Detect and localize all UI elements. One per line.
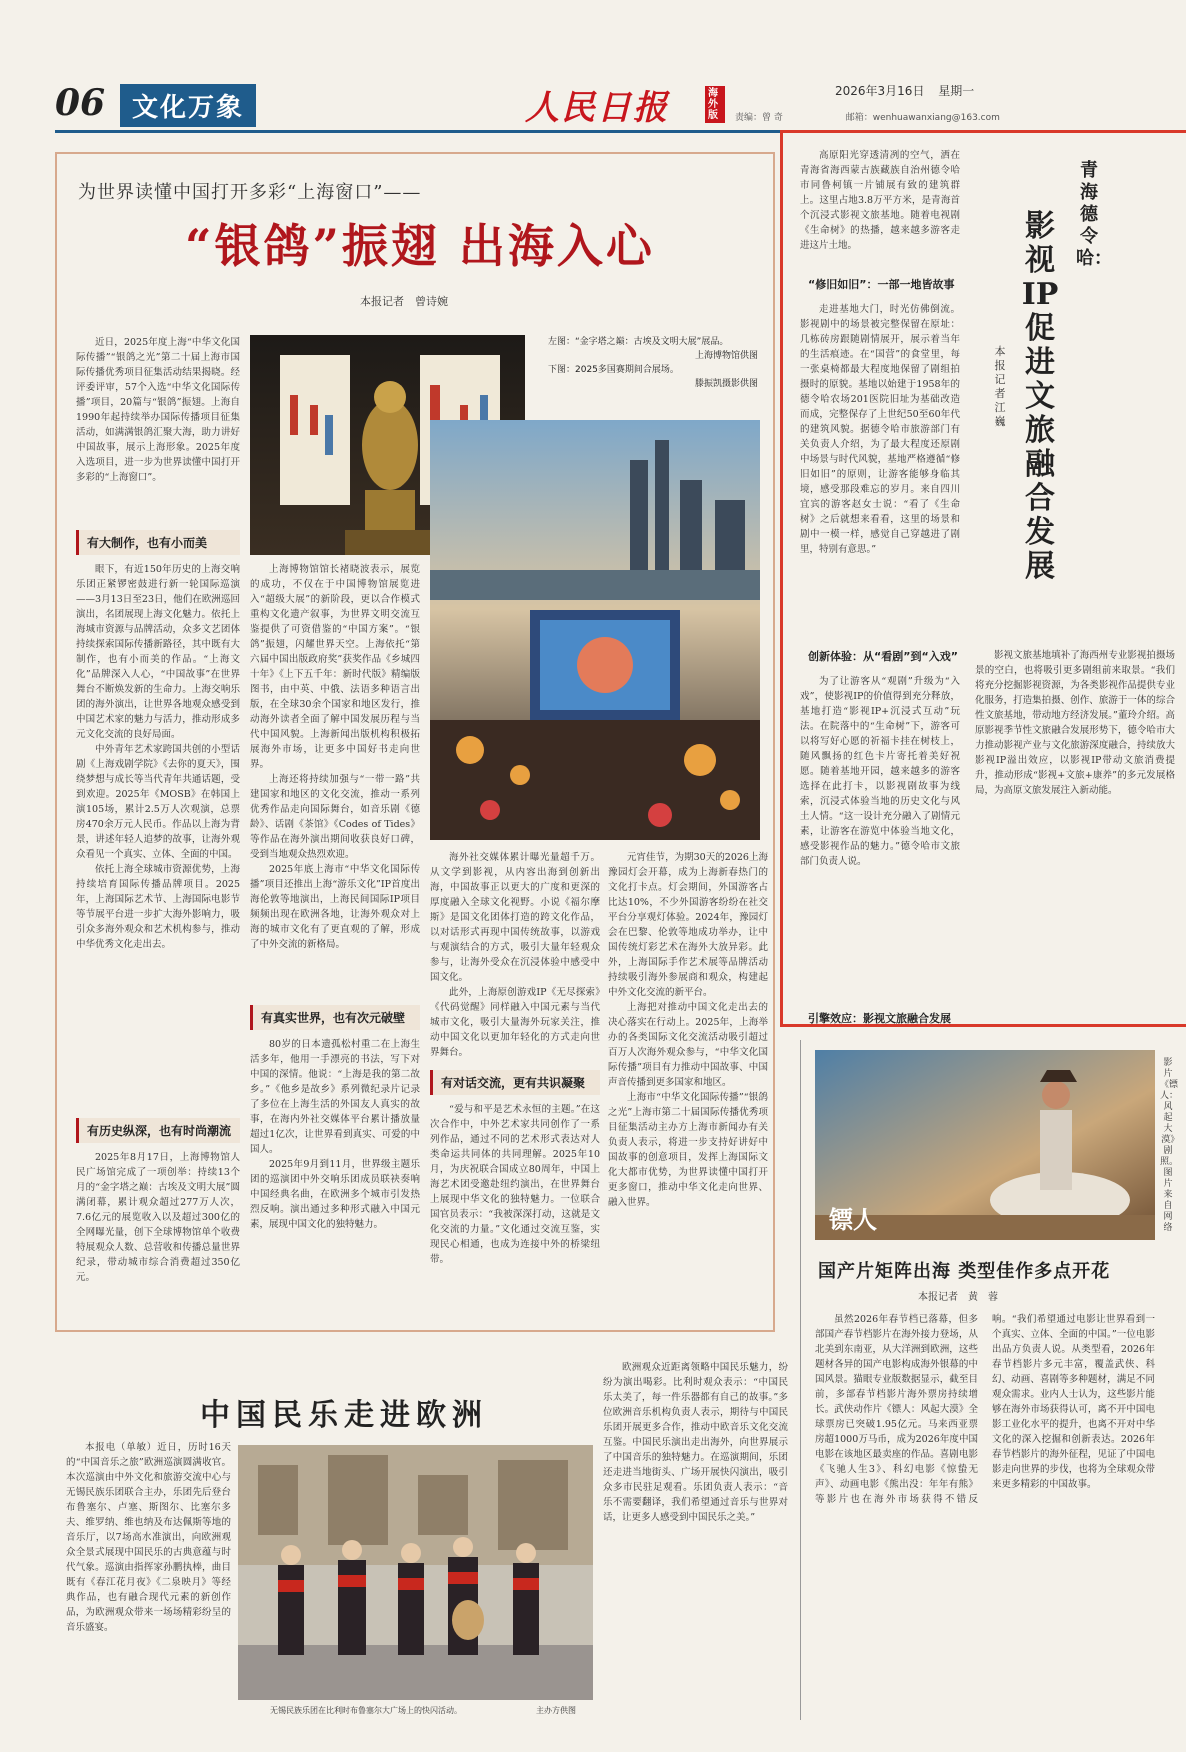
paragraph: 80岁的日本遗孤松村重二在上海生活多年，他用一手漂亮的书法，写下对中国的深情。他说：“上海是我的第二故乡。”《他乡是故乡》系列微纪录片记录了多位在上海生活的外国友人真实的故事，在海内外社交媒体平台累计播放量超过1亿次，让世界看到真实、可爱的中国人。 [250,1039,420,1155]
main-subhead-2: 有历史纵深，也有时尚潮流 [76,1118,240,1143]
main-kicker: 为世界读懂中国打开多彩“上海窗口”—— [78,182,422,203]
editor: 责编：曾 奇 [735,113,783,123]
qinghai-intro [800,148,960,268]
qinghai-byline: 本报记者 江 巍 [994,345,1017,428]
main-byline: 本报记者 曾诗婉 [360,295,448,308]
photo-caption [548,335,758,391]
qinghai-subhead-3: 引擎效应：影视文旅融合发展 [808,1012,951,1025]
page-number: 06 [55,82,106,124]
folk-body-2 [603,1360,788,1710]
date: 2026年3月16日 [835,84,925,98]
qinghai-title-big: 影视IP促进文旅融合发展 [1021,209,1059,584]
folk-photo-caption: 无锡民族乐团在比利时布鲁塞尔大广场上的快闪活动。 [270,1706,462,1715]
paragraph: 影视文旅基地填补了海西州专业影视拍摄场景的空白，也将吸引更多剧组前来取景。“我们将充分挖掘影视资源，为各类影视作品提供专业化服务，打造集拍摄、创作、旅游于一体的综合性文旅基地，带动地方经济发展。”董玲介绍。高原影视季节性文旅融合发展形势下，德令哈市大力推动影视产业与文化旅游深度融合，持续放大影视IP溢出效应，以影视IP带动文旅消费提升，推动形成“影视+文旅+康养”的多元发展格局，为高原文旅发展注入新动能。 [975,650,1175,796]
main-subhead-3: 有真实世界，也有次元破壁 [250,1005,420,1030]
paragraph: “爱与和平是艺术永恒的主题。”在这次合作中，中外艺术家共同创作了一系列作品，通过不同的艺术形式表达对人类命运共同体的共同理解。2025年10月，为庆祝联合国成立80周年，中国上海艺术团受邀赴纽约演出，在世界舞台上展现中华文化的独特魅力。一位联合国官员表示：“我被深深打动，这就是文化交流的力量。”文化通过交流互鉴，实现民心相通，也成为连接中外的桥梁纽带。 [430,1104,600,1265]
photo-expo-night [430,420,760,840]
paragraph: 海外社交媒体累计曝光量超千万。从文学到影视，从内容出海到创新出海，中国故事正以更大的广度和更深的厚度融入全球文化视野。小说《福尔摩斯》是国文化团体打造的跨文化作品，以对话形式再现中国传统故事，以游戏与观演结合的方式，吸引大量年轻观众参与，让海外受众在沉浸体验中感受中国文化。 [430,852,600,983]
main-col1-intro [76,335,240,525]
paragraph: 欧洲观众近距离领略中国民乐魅力，纷纷为演出喝彩。比利时观众表示：“中国民乐太美了，每一件乐器都有自己的故事。”多位欧洲音乐机构负责人表示，期待与中国民乐团开展更多合作，推动中欧音乐文化交流互鉴。中国民乐演出走出海外，向世界展示了中国音乐的独特魅力。在巡演期间，乐团还走进当地街头、广场开展快闪演出，吸引众多市民驻足观看。乐团负责人表示：“音乐不需要翻译，我们希望通过音乐与世界对话，让更多人感受到中国民乐之美。” [603,1362,788,1523]
paragraph: 中外青年艺术家跨国共创的小型话剧《上海戏剧学院》《去你的夏天》，围绕梦想与成长等当代青年共通话题，受到欢迎。2025年《MOSB》在韩国上演105场，累计2.5万人次观演，总票房470余万元人民币。作品以上海为背景，讲述年轻人追梦的故事，让海外观众看见一个真实、立体、全面的中国。 [76,744,240,860]
paragraph: 本报电（单敏）近日，历时16天的“中国音乐之旅”欧洲巡演圆满收官。本次巡演由中外文化和旅游交流中心与无锡民族乐团联合主办，乐团先后登台布鲁塞尔、卢塞、斯图尔、比塞尔多夫、维罗纳、维也纳及布达佩斯等地的音乐厅，以7场高水准演出，向欧洲观众全景式展现中国民乐的古典意蕴与时代气象。巡演由指挥家孙鹏执棒，曲目既有《春江花月夜》《二泉映月》等经典作品，也有融合现代元素的新创作品，为欧洲观众带来一场场精彩纷呈的音乐盛宴。 [66,1442,231,1633]
weekday: 星期一 [938,84,975,98]
paragraph: 2025年8月17日，上海博物馆人民广场馆完成了一项创举：持续13个月的“金字塔之巅：古埃及文明大展”圆满闭幕，累计观众超过277万人次，7.6亿元的展览收入以及超过300亿的全网曝光量，创下全球博物馆单个收费特展观众人数、总营收和传播总量世界纪录，带动城市综合消费超过350亿元。 [76,1152,240,1283]
date-line [835,82,974,99]
paragraph: 上海还将持续加强与“一带一路”共建国家和地区的文化交流，推动一系列优秀作品走向国际舞台，如音乐剧《德龄》、话剧《茶馆》《Codes of Tides》等作品在海外演出期间收获良好口碑，受到当地观众热烈欢迎。 [250,774,420,860]
qinghai-title-small: 青海德令哈： [1076,160,1112,269]
paragraph: 元宵佳节，为期30天的2026上海豫园灯会开幕，成为上海新春热门的文化打卡点。灯会期间，外国游客占比达10%，不少外国游客纷纷在社交平台分享观灯体验。2024年，豫园灯会在巴黎、伦敦等地成功举办，让中国传统灯彩艺术在海外大放异彩。此外，上海国际手作艺术展等品牌活动持续吸引海外参展商和观众，构建起中外文化交流的新平台。 [608,852,768,998]
paragraph: 此外，上海原创游戏IP《无尽探索》《代码觉醒》同样融入中国元素与当代城市文化，吸引大量海外玩家关注，推动中国文化以更加年轻化的方式走向世界舞台。 [430,987,600,1058]
qinghai-body-1 [800,302,960,632]
main-col2-body-b [250,1037,420,1315]
paragraph: 2025年底上海市“中华文化国际传播”项目还推出上海“游乐文化”IP首度出海伦敦等地演出，上海民间国际IP项目频频出现在欧洲各地，让海外观众对上海的城市文化有了更直观的了解，形成了中外交流的新格局。 [250,864,420,950]
caption-line: 上海博物馆供图 [694,351,758,361]
paragraph: 近日，2025年度上海“中华文化国际传播”“银鸽之光”第二十届上海市国际传播优秀项目征集活动结果揭晓。经评委评审，57个入选“中华文化国际传播”项目，20篇与“银鸽”振翅。上海自1990年起持续举办国际传播项目征集活动，如满满银鸽汇聚大海，助力讲好中国故事，展示上海形象。2025年度入选项目，进一步为世界读懂中国打开多彩的“上海窗口”。 [76,337,240,483]
section-name: 文化万象 [120,84,256,127]
paragraph: 走进基地大门，时光仿佛倒流。影视剧中的场景被完整保留在原址：几栋砖房跟随剧情展开，展示着当年的生活痕迹。在“国营”的食堂里，每一张桌椅都最大程度地保留了剧组拍摄时的原貌。基地以始建于1958年的德令哈农场201医院旧址为基础改造而成，完整保存了上世纪50至60年代的建筑风貌。据德令哈市旅游部门有关负责人介绍，为了最大程度还原剧中场景与时代风貌，基地严格遵循“修旧如旧”的原则，让游客能够身临其境，感受那段难忘的岁月。来自四川宜宾的游客赵女士说：“看了《生命树》之后就想来看看，这里的场景和剧中一模一样，感觉自己穿越进了剧里，特别有意思。” [800,304,960,555]
film-photo-title: 镖人 [829,1205,877,1234]
editor-line [735,110,1000,123]
caption-line: 滕振凯摄影供图 [694,379,758,389]
main-col3-body [430,850,600,1065]
film-photo-caption: 影片《镖人：风起大漠》剧照。图片来自网络 [1160,1058,1179,1233]
qinghai-subhead-1: “修旧如旧”：一部一地皆故事 [808,278,955,291]
main-col1-body-b [76,1150,240,1315]
main-headline: “银鸽”振翅 出海入心 [185,219,655,273]
caption-line: 下图：2025多国赛期间合展场。 [548,365,679,375]
paragraph: 虽然2026年春节档已落幕，但多部国产春节档影片在海外接力登场，从北美到东南亚，从大洋洲到欧洲，这些题材各异的国产电影构成海外银幕的中国风景。猫眼专业版数据显示，截至目前，多部春节档影片海外票房持续增长。武侠动作片《镖人：风起大漠》全球票房已突破1.95亿元。马来西亚票房超1000万马币，成为2026年度中国电影在该地区最卖座的作品。喜剧电影《飞驰人生3》、科幻电影《惊蛰无声》、动画电影《熊出没：年年有熊》等影片也在海外市场获得不错反响。“我们希望通过电影让世界看到一个真实、立体、全面的中国。”一位电影出品方负责人说。从类型看，2026年春节档影片多元丰富，覆盖武侠、科幻、动画、喜剧等多种题材，满足不同观众需求。业内人士认为，这些影片能够在海外市场获得认可，离不开中国电影工业化水平的提升，也离不开对中华文化的深入挖掘和创新表达。2026年春节档影片的海外征程，见证了中国电影走向世界的步伐，也将为全球观众带来更多精彩的中国故事。 [815,1314,1155,1505]
qinghai-body-3 [975,648,1175,1018]
caption-line: 左图：“金字塔之巅：古埃及文明大展”展品。 [548,337,729,347]
photo-folk-band-art [238,1445,593,1700]
paragraph: 眼下，有近150年历史的上海交响乐团正紧锣密鼓进行新一轮国际巡演——3月13日至23日，他们在欧洲巡回演出，名团展现上海文化魅力。依托上海城市资源与品牌活动，众多文艺团体持续探索国际传播新路径，其中既有大制作，也有小而美的作品。“上海文化”品牌深入人心，“中国故事”在世界舞台不断焕发新的生命力。上海交响乐团的海外演出，让世界各地观众感受到中国艺术家的魅力与活力，推动形成多元文化交流的良好局面。 [76,564,240,740]
paragraph: 上海博物馆馆长褚晓波表示，展览的成功，不仅在于中国博物馆展览进入“超级大展”的新阶段，更以合作模式重构文化遗产叙事，为世界文明交流互鉴提供了可资借鉴的“中国方案”。“银鸽”振翅，闪耀世界天空。上海依托“第六届中国出版政府奖”获奖作品《乡城四十年》《上下五千年：新时代版》精编版图书，由中英、中俄、法语多种语言出版，在全球30余个国家和地区发行，推动海外读者全面了解中国发展历程与当代中国风貌。上海新闻出版机构积极拓展海外市场，让更多中国好书走向世界。 [250,564,420,770]
edition-badge: 海外版 [705,86,725,123]
film-headline: 国产片矩阵出海 类型佳作多点开花 [818,1261,1111,1282]
paragraph: 上海把对推动中国文化走出去的决心落实在行动上。2025年，上海举办的各类国际文化交流活动吸引超过百万人次海外观众参与，“中华文化国际传播”项目有力推动中国故事、中国声音传播到更多国家和地区。 [608,1002,768,1088]
folk-headline: 中国民乐走进欧洲 [200,1398,488,1433]
paragraph: 高原阳光穿透清冽的空气，洒在青海省海西蒙古族藏族自治州德令哈市同鲁柯镇一片铺展有致的建筑群上。这里占地3.8万平方米，是青海首个沉浸式影视文旅基地。随着电视剧《生命树》的热播，越来越多游客走进这片土地。 [800,150,960,251]
film-body [815,1312,1155,1712]
main-subhead-1: 有大制作，也有小而美 [76,530,240,555]
main-col3-body-b [430,1102,600,1315]
qinghai-body-2 [800,674,960,1004]
main-subhead-4: 有对话交流，更有共识凝聚 [430,1070,600,1095]
folk-photo-credit: 主办方供图 [536,1706,576,1715]
paragraph: 2025年9月到11月，世界级主题乐团的巡演团中外交响乐团成员联袂奏响中国经典名曲，在欧洲多个城市引发热烈反响。演出通过多种形式融入中国元素，展现中国文化的独特魅力。 [250,1159,420,1230]
paragraph: 上海市“中华文化国际传播”“银鸽之光”上海市第二十届国际传播优秀项目征集活动主办方上海市新闻办有关负责人表示，将进一步支持好讲好中国故事的创意项目，发挥上海国际文化大都市优势，为世界读懂中国打开更多窗口，推动中华文化走向世界、融入世界。 [608,1092,768,1208]
paper-logo: 人民日报 [525,88,669,128]
qinghai-subhead-2: 创新体验：从“看剧”到“入戏” [808,650,958,663]
column-divider [800,1040,801,1720]
photo-expo-night-art [430,420,760,840]
main-col2-body [250,562,420,1002]
photo-folk-band [238,1445,593,1700]
film-byline: 本报记者 黄 蓉 [918,1292,998,1303]
main-col4-body [608,850,768,1315]
main-col1-body [76,562,240,1082]
email: 邮箱：wenhuawanxiang@163.com [845,113,1000,123]
masthead [55,80,1110,130]
paragraph: 为了让游客从“观剧”升级为“入戏”，使影视IP的价值得到充分释放，基地打造“影视IP+沉浸式互动”玩法。在院落中的“生命树”下，游客可以将写好心愿的祈福卡挂在树枝上，随风飘扬的红色卡片寄托着美好祝愿。随着基地开园，越来越多的游客选择在此打卡，以影视剧故事为线索，沉浸式体验当地的历史文化与风土人情。“这一设计充分融入了剧情元素，让游客在游览中体验当地文化，感受影视作品的魅力。”德令哈市文旅部门负责人说。 [800,676,960,867]
photo-film-still [815,1050,1155,1240]
paragraph: 依托上海全球城市资源优势，上海持续培育国际传播品牌项目。2025年，上海国际艺术节、上海国际电影节等节展平台进一步扩大海外影响力，吸引众多海外观众和艺术机构参与，推动中华优秀文化走出去。 [76,864,240,950]
folk-body [66,1440,231,1710]
